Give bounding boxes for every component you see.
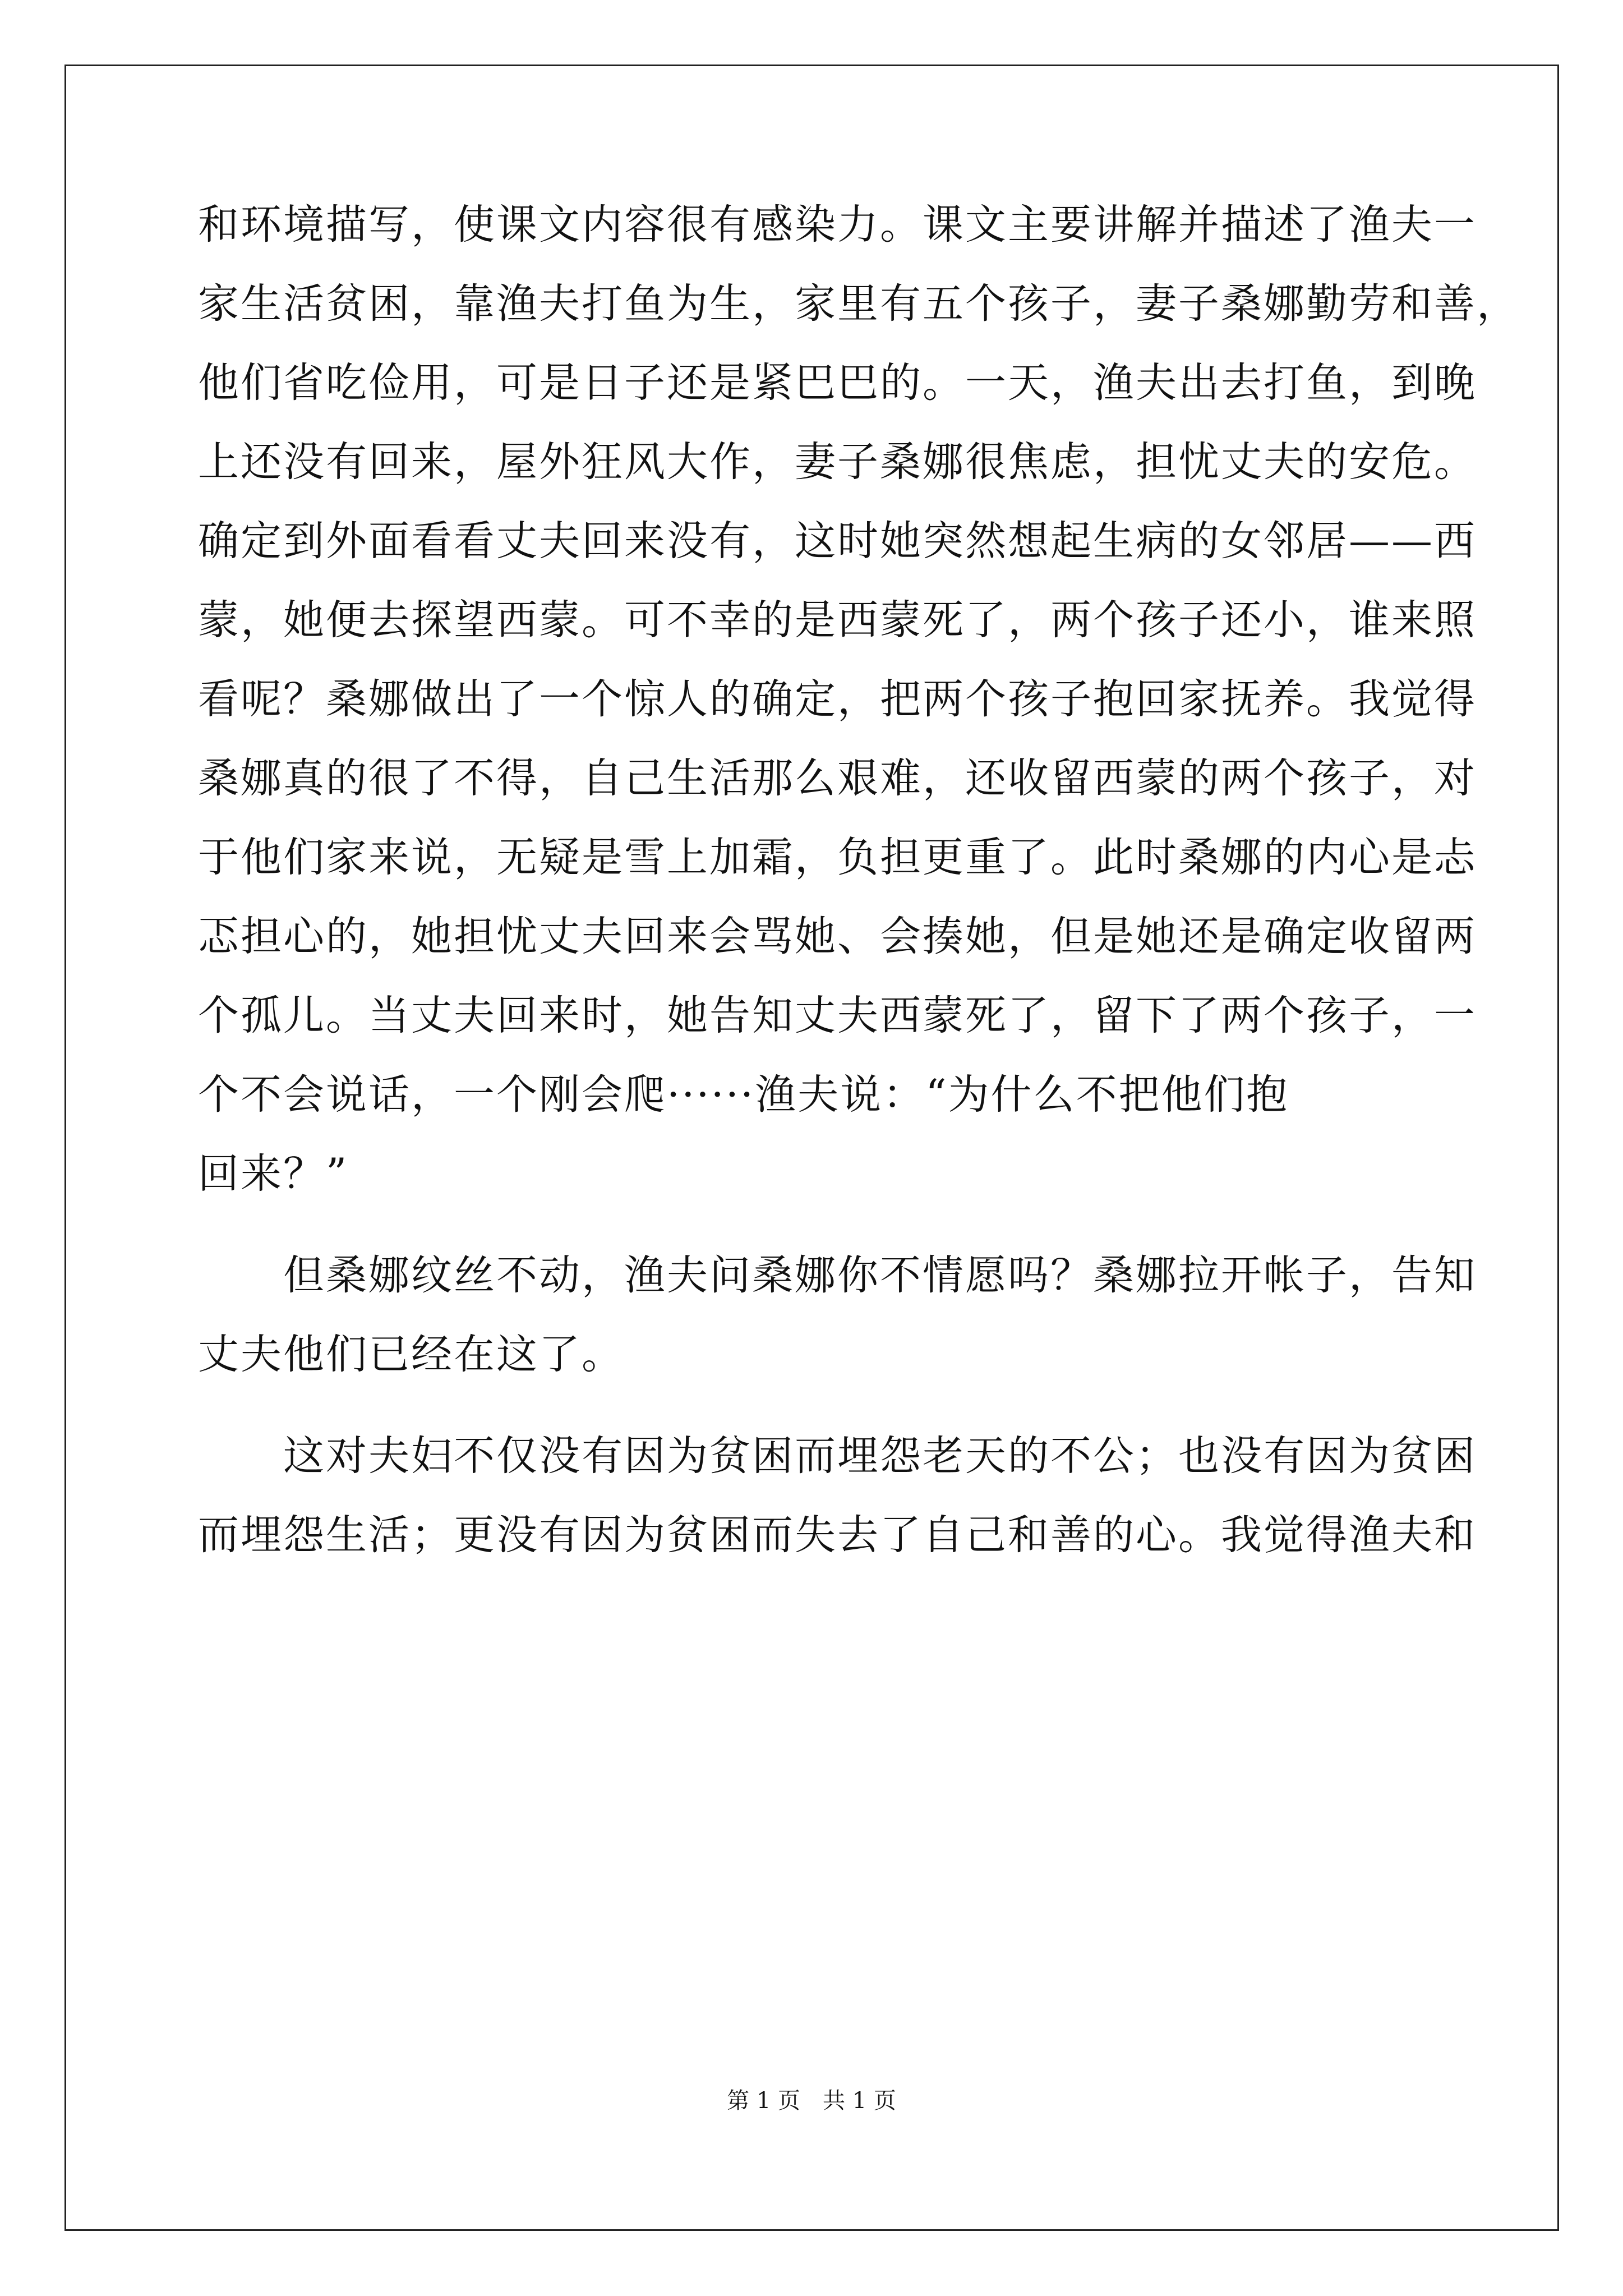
paragraph-line: 桑娜真的很了不得，自己生活那么艰难，还收留西蒙的两个孩子，对 — [198, 754, 1477, 802]
page-footer — [0, 2090, 1623, 2112]
paragraph-line: 个不会说话，一个刚会爬······渔夫说：“为什么不把他们抱 — [198, 1071, 1289, 1119]
paragraph-line: 忑担心的，她担忧丈夫回来会骂她、会揍她，但是她还是确定收留两 — [198, 913, 1477, 960]
paragraph-line: 于他们家来说，无疑是雪上加霜，负担更重了。此时桑娜的内心是忐 — [198, 834, 1477, 881]
paragraph-line: 和环境描写，使课文内容很有感染力。课文主要讲解并描述了渔夫一 — [198, 201, 1477, 249]
paragraph-line: 个孤儿。当丈夫回来时，她告知丈夫西蒙死了，留下了两个孩子，一 — [198, 992, 1477, 1039]
paragraph-line: 蒙，她便去探望西蒙。可不幸的是西蒙死了，两个孩子还小，谁来照 — [198, 596, 1477, 644]
paragraph-line: 确定到外面看看丈夫回来没有，这时她突然想起生病的女邻居——西 — [198, 517, 1477, 565]
paragraph-line: 这对夫妇不仅没有因为贫困而埋怨老天的不公；也没有因为贫困 — [198, 1432, 1477, 1480]
page-number: 第 1 页 — [727, 2088, 800, 2114]
paragraph-line: 上还没有回来，屋外狂风大作，妻子桑娜很焦虑，担忧丈夫的安危。 — [198, 438, 1477, 486]
paragraph-line: 家生活贫困，靠渔夫打鱼为生，家里有五个孩子，妻子桑娜勤劳和善， — [198, 280, 1519, 328]
paragraph-line: 但桑娜纹丝不动，渔夫问桑娜你不情愿吗？桑娜拉开帐子，告知 — [198, 1251, 1477, 1299]
paragraph-line: 看呢？桑娜做出了一个惊人的确定，把两个孩子抱回家抚养。我觉得 — [198, 675, 1477, 723]
paragraph-line: 他们省吃俭用，可是日子还是紧巴巴的。一天，渔夫出去打鱼，到晚 — [198, 359, 1477, 407]
page-total: 共 1 页 — [823, 2088, 896, 2114]
paragraph-line: 回来？” — [198, 1150, 349, 1198]
paragraph-line: 而埋怨生活；更没有因为贫困而失去了自己和善的心。我觉得渔夫和 — [198, 1511, 1477, 1559]
paragraph-line: 丈夫他们已经在这了。 — [198, 1331, 624, 1378]
